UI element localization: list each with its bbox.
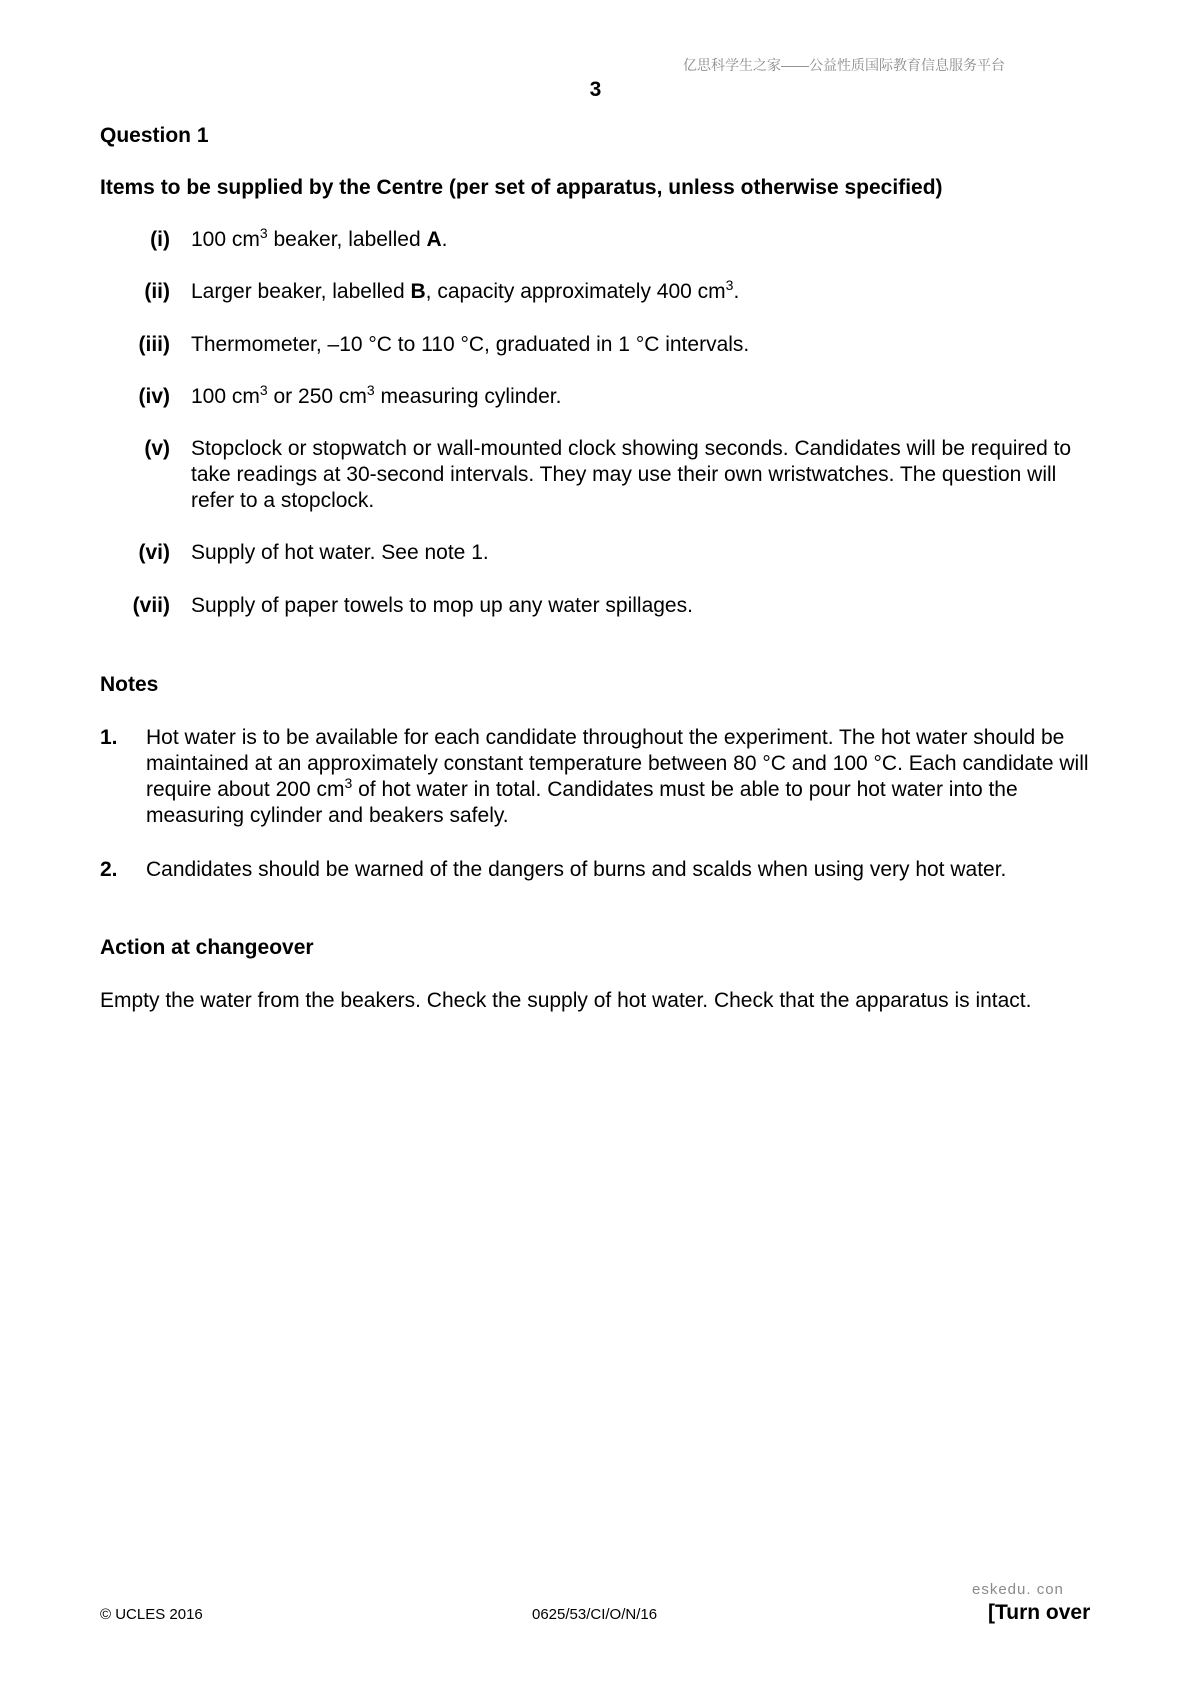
note-text: Candidates should be warned of the dangers of burns and scalds when using very hot water. [146,858,1007,881]
item-text: Thermometer, –10 °C to 110 °C, graduated in 1 °C intervals. [191,333,750,356]
changeover-heading: Action at changeover [100,936,314,959]
item-label: (iii) [138,333,170,356]
watermark-footer: eskedu. con [972,1581,1064,1598]
item-text: Stopclock or stopwatch or wall-mounted clock showing seconds. Candidates will be required to take readings at 30-second intervals. They may use their own wristwatches. The question will refer to a stopclock. [191,437,1072,512]
page-number: 3 [589,78,602,101]
question-title: Question 1 [100,124,209,147]
item-label: (i) [150,228,170,251]
item-label: (iv) [138,385,170,408]
item-label: (vii) [132,594,170,617]
document-code: 0625/53/CI/O/N/16 [532,1606,658,1623]
notes-heading: Notes [100,673,159,696]
item-label: (vi) [138,541,170,564]
note-number: 2. [100,858,118,881]
turn-over-label: [Turn over [988,1601,1091,1624]
item-text: Supply of paper towels to mop up any water spillages. [191,594,693,617]
changeover-text: Empty the water from the beakers. Check the supply of hot water. Check that the apparatus is intact. [100,989,1032,1012]
item-text: Supply of hot water. See note 1. [191,541,489,564]
item-text: 100 $cm^3$ or 250 $cm^3$ measuring cylinder. [191,382,562,408]
item-text: Larger beaker, labelled B, capacity approximately 400 $cm^3$. [191,277,740,303]
items-heading: Items to be supplied by the Centre (per set of apparatus, unless otherwise specified) [100,176,943,199]
copyright-text: © UCLES 2016 [100,1606,203,1623]
note-text: Hot water is to be available for each candidate throughout the experiment. The hot water should be maintained at an approximately constant temperature between 80 °C and 100 °C. Each candidate will require about 200 $cm^3$ of hot water in total. Candidates must be able to pour hot water into the measuring cylinder and beakers safely. [146,726,1089,827]
item-text: 100 $cm^3$ beaker, labelled A. [191,225,448,251]
watermark-header: 亿思科学生之家——公益性质国际教育信息服务平台 [683,57,1005,73]
item-label: (ii) [144,280,170,303]
note-number: 1. [100,726,118,749]
item-label: (v) [144,437,170,460]
